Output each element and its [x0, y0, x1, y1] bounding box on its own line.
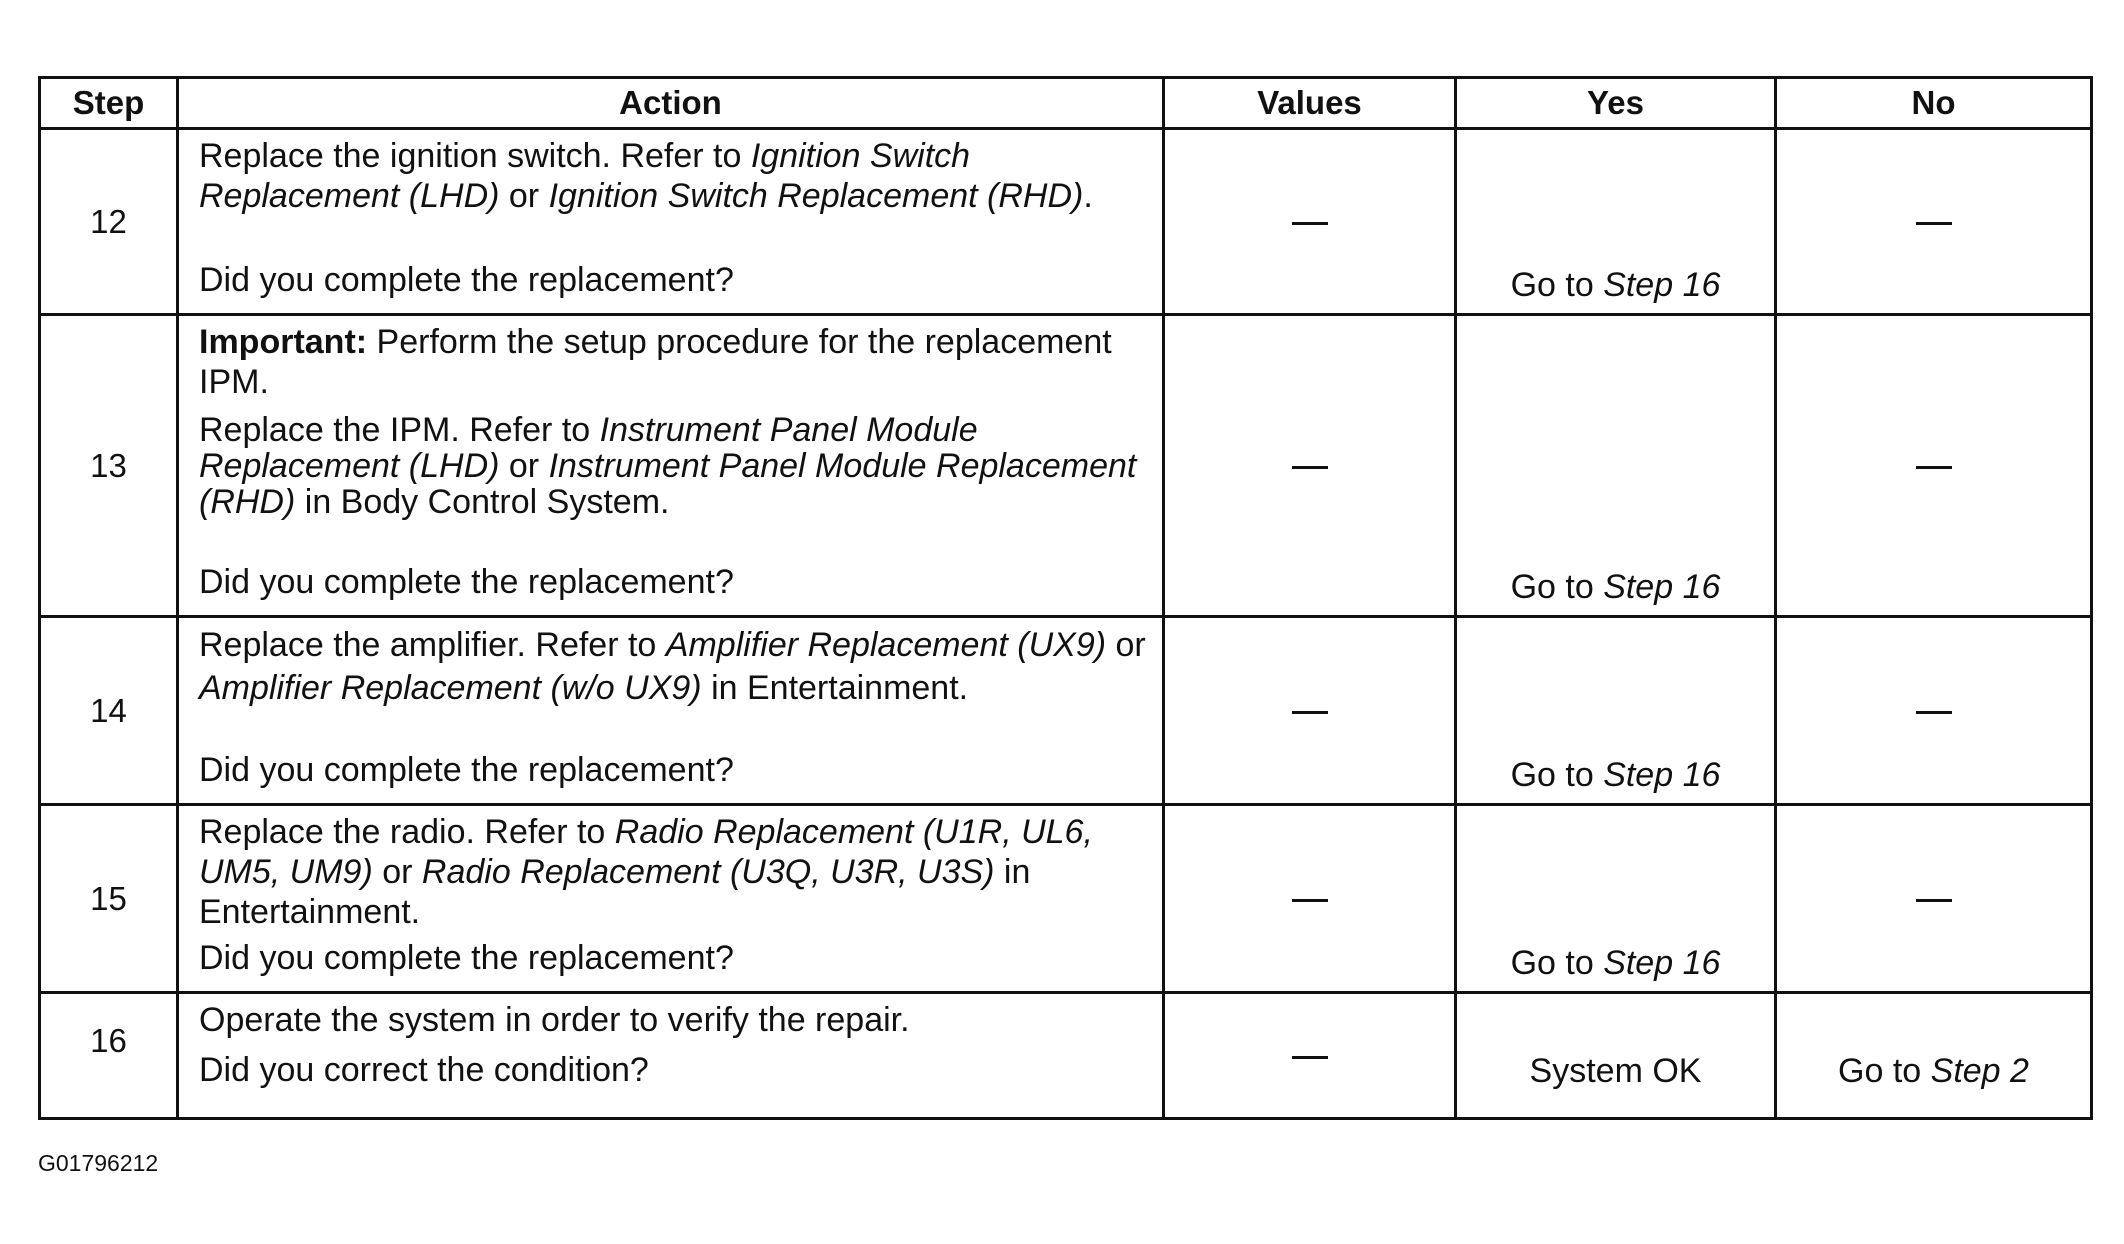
instruction-text: in Entertainment. [199, 853, 1031, 931]
yes-result: System OK [1529, 1052, 1702, 1090]
instruction-text: or [499, 177, 549, 215]
yes-cell [1456, 315, 1776, 617]
reference-link[interactable]: Instrument Panel Module Replacement (LHD) [199, 411, 978, 485]
step-reference-link[interactable]: Step 16 [1603, 266, 1721, 304]
table-row [40, 129, 2092, 315]
reference-link[interactable]: Radio Replacement (U3Q, U3R, U3S) [421, 853, 995, 891]
action-cell [178, 805, 1164, 993]
instruction-text: Replace the radio. Refer to [199, 813, 615, 851]
no-cell [1776, 617, 2092, 805]
dash-mark [1292, 466, 1328, 469]
action-question: Did you correct the condition? [199, 1051, 649, 1089]
values-cell [1164, 993, 1456, 1119]
instruction-text: Replace the amplifier. Refer to [199, 626, 666, 664]
action-question: Did you complete the replacement? [199, 939, 734, 977]
yes-prefix: Go to [1510, 756, 1604, 794]
no-prefix: Go to [1838, 1052, 1931, 1090]
step-reference-link[interactable]: Step 16 [1603, 568, 1721, 606]
dash-mark [1292, 711, 1328, 714]
step-reference-link[interactable]: Step 16 [1603, 756, 1721, 794]
header-yes: Yes [1456, 78, 1776, 129]
dash-mark [1292, 1056, 1328, 1059]
step-number: 14 [40, 617, 178, 805]
yes-cell [1456, 993, 1776, 1119]
yes-cell [1456, 805, 1776, 993]
table-row [40, 315, 2092, 617]
important-label: Important: [199, 323, 368, 361]
yes-cell [1456, 617, 1776, 805]
table-row [40, 993, 2092, 1119]
dash-mark [1916, 711, 1952, 714]
action-instruction: Operate the system in order to verify the repair. [199, 1001, 910, 1039]
step-reference-link[interactable]: Step 2 [1930, 1052, 2029, 1090]
instruction-text: or [372, 853, 422, 891]
header-no: No [1776, 78, 2092, 129]
yes-prefix: Go to [1510, 266, 1604, 304]
diagnostic-table [38, 76, 2093, 1120]
action-question: Did you complete the replacement? [199, 751, 734, 789]
reference-link[interactable]: Ignition Switch Replacement (LHD) [199, 137, 971, 215]
no-cell [1776, 129, 2092, 315]
step-number: 15 [40, 805, 178, 993]
instruction-text: in Body Control System. [295, 483, 670, 521]
yes-prefix: Go to [1510, 568, 1604, 606]
dash-mark [1916, 222, 1952, 225]
instruction-text: . [1083, 177, 1093, 215]
table-row [40, 805, 2092, 993]
step-reference-link[interactable]: Step 16 [1603, 944, 1721, 982]
action-cell [178, 129, 1164, 315]
values-cell [1164, 129, 1456, 315]
header-values: Values [1164, 78, 1456, 129]
action-cell [178, 315, 1164, 617]
header-action: Action [178, 78, 1164, 129]
instruction-text: in Entertainment. [701, 669, 969, 707]
values-cell [1164, 617, 1456, 805]
yes-cell [1456, 129, 1776, 315]
action-cell [178, 617, 1164, 805]
yes-prefix: Go to [1510, 944, 1604, 982]
action-question: Did you complete the replacement? [199, 563, 734, 601]
reference-link[interactable]: Ignition Switch Replacement (RHD) [548, 177, 1084, 215]
reference-link[interactable]: Instrument Panel Module Replacement (RHD) [199, 447, 1137, 521]
dash-mark [1916, 466, 1952, 469]
no-cell [1776, 993, 2092, 1119]
action-question: Did you complete the replacement? [199, 261, 734, 299]
important-note [199, 322, 1152, 402]
instruction-text: or [1106, 626, 1146, 664]
dash-mark [1916, 899, 1952, 902]
instruction-text: Replace the IPM. Refer to [199, 411, 600, 449]
header-row [40, 78, 2092, 129]
no-cell [1776, 315, 2092, 617]
instruction-text: Replace the ignition switch. Refer to [199, 137, 751, 175]
table-row [40, 617, 2092, 805]
values-cell [1164, 805, 1456, 993]
instruction-text: or [499, 447, 549, 485]
important-text: Perform the setup procedure for the replacement IPM. [199, 323, 1112, 401]
dash-mark [1292, 222, 1328, 225]
action-instruction [199, 624, 1152, 710]
action-instruction [199, 412, 1152, 520]
step-number: 13 [40, 315, 178, 617]
dash-mark [1292, 899, 1328, 902]
action-instruction [199, 812, 1152, 932]
reference-link[interactable]: Amplifier Replacement (UX9) [665, 626, 1107, 664]
values-cell [1164, 315, 1456, 617]
step-number: 12 [40, 129, 178, 315]
no-cell [1776, 805, 2092, 993]
figure-id: G01796212 [38, 1150, 159, 1176]
header-step: Step [40, 78, 178, 129]
reference-link[interactable]: Radio Replacement (U1R, UL6, UM5, UM9) [199, 813, 1093, 891]
step-number: 16 [40, 993, 178, 1119]
action-instruction [199, 136, 1152, 216]
reference-link[interactable]: Amplifier Replacement (w/o UX9) [199, 669, 702, 707]
action-cell [178, 993, 1164, 1119]
